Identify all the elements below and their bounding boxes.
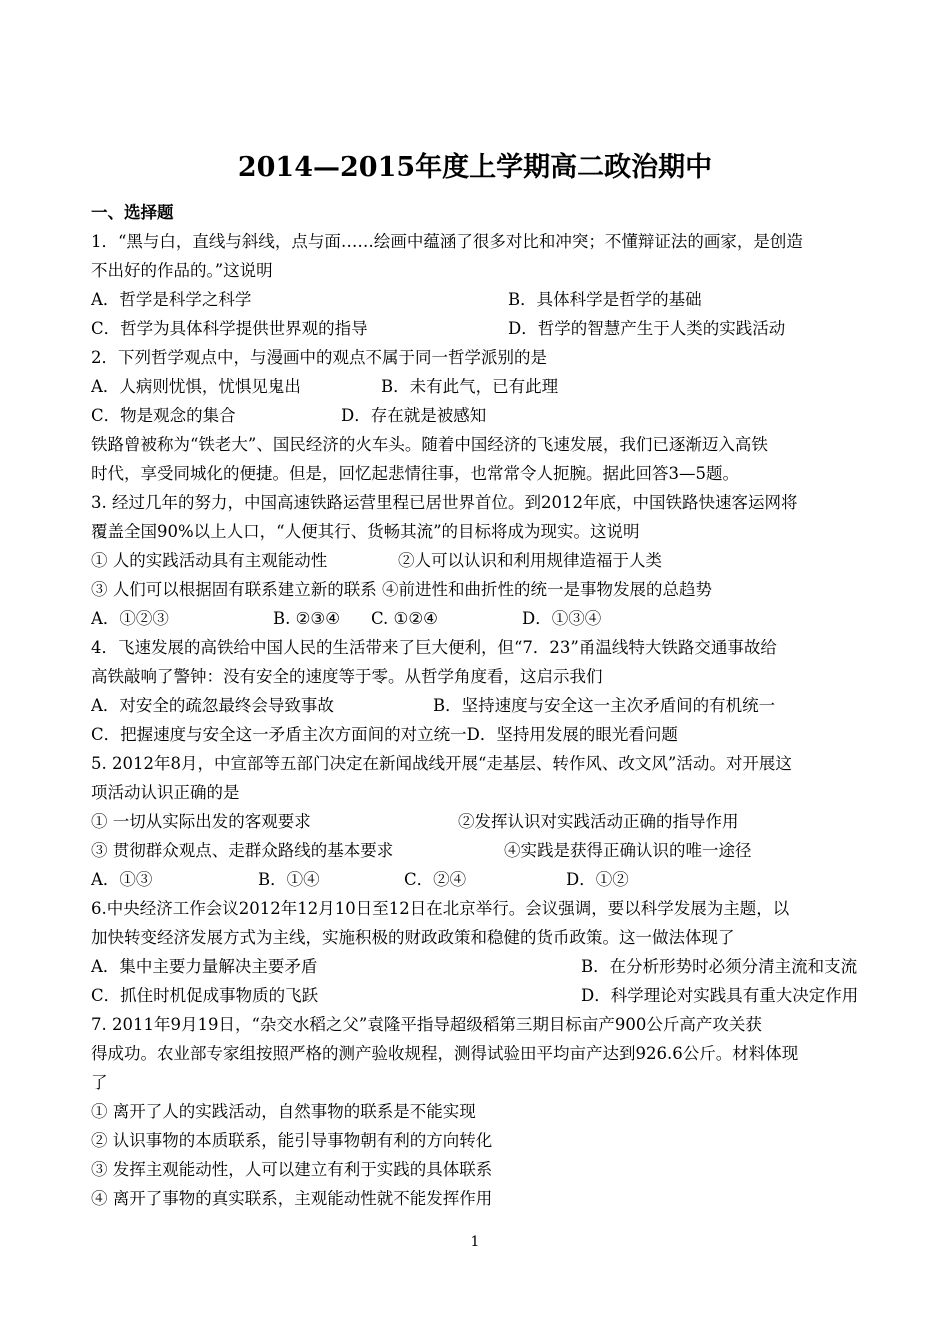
q3-stem-line-1: 3. 经过几年的努力，中国高速铁路运营里程已居世界首位。到2012年底，中国铁路快速客运网将 [91, 493, 798, 512]
passage-line-2: 时代，享受同城化的便捷。但是，回忆起悲情往事，也常常令人扼腕。据此回答3—5题。 [91, 464, 739, 483]
q4-options-row-2: C．把握速度与安全这一矛盾主次方面间的对立统一D．坚持用发展的眼光看问题 [91, 725, 678, 744]
page-number: 1 [470, 1234, 480, 1250]
q7-stem-line-2: 得成功。农业部专家组按照严格的测产验收规程，测得试验田平均亩产达到926.6公斤。材料体现 [91, 1044, 799, 1063]
q3-stem-line-2: 覆盖全国90%以上人口，“人便其行、货畅其流”的目标将成为现实。这说明 [91, 522, 640, 541]
q4-options-row-1 [91, 691, 901, 720]
q5-option-d: D．①② [566, 870, 629, 889]
q7-statement-4: ④ 离开了事物的真实联系，主观能动性就不能发挥作用 [91, 1189, 493, 1208]
q5-statement-4: ④实践是获得正确认识的唯一途径 [504, 841, 752, 860]
section-heading: 一、选择题 [91, 203, 174, 222]
q3-option-d: D．①③④ [522, 609, 602, 628]
q3-statements-row-1 [91, 546, 901, 575]
q2-options-row-2 [91, 401, 901, 430]
q1-option-a: A．哲学是科学之科学 [91, 290, 252, 309]
q5-option-c: C．②④ [404, 870, 467, 889]
q3-option-a: A．①②③ [91, 609, 169, 628]
question-content [91, 198, 901, 1213]
q5-option-a: A．①③ [91, 870, 153, 889]
passage-line-1: 铁路曾被称为“铁老大”、国民经济的火车头。随着中国经济的飞速发展，我们已逐渐迈入高铁 [91, 435, 768, 454]
q6-options-row-2 [91, 981, 901, 1010]
q1-options-row-1 [91, 285, 901, 314]
q6-option-b: B．在分析形势时必须分清主流和支流 [581, 957, 858, 976]
q3-options-row [91, 604, 901, 633]
q3-statement-2: ②人可以认识和利用规律造福于人类 [398, 551, 662, 570]
q4-stem-line-2: 高铁敲响了警钟：没有安全的速度等于零。从哲学角度看，这启示我们 [91, 667, 603, 686]
q6-stem-line-2: 加快转变经济发展方式为主线，实施积极的财政政策和稳健的货币政策。这一做法体现了 [91, 928, 735, 947]
q2-stem: 2．下列哲学观点中，与漫画中的观点不属于同一哲学派别的是 [91, 348, 547, 367]
q5-statements-row-2 [91, 836, 901, 865]
q4-option-a: A．对安全的疏忽最终会导致事故 [91, 696, 334, 715]
q2-option-d: D．存在就是被感知 [341, 406, 487, 425]
q6-option-c: C．抓住时机促成事物质的飞跃 [91, 986, 319, 1005]
document-title: 2014—2015年度上学期高二政治期中 [237, 152, 713, 183]
q7-statement-2: ② 认识事物的本质联系，能引导事物朝有利的方向转化 [91, 1131, 493, 1150]
q3-statements-row-2: ③ 人们可以根据固有联系建立新的联系 ④前进性和曲折性的统一是事物发展的总趋势 [91, 580, 712, 599]
q5-statement-2: ②发挥认识对实践活动正确的指导作用 [458, 812, 739, 831]
q2-option-b: B．未有此气，已有此理 [381, 377, 559, 396]
q5-statement-3: ③ 贯彻群众观点、走群众路线的基本要求 [91, 841, 394, 860]
q2-option-a: A．人病则忧惧，忧惧见鬼出 [91, 377, 301, 396]
q4-stem-line-1: 4．飞速发展的高铁给中国人民的生活带来了巨大便利，但“7．23”甬温线特大铁路交通事故给 [91, 638, 777, 657]
q1-stem-line-2: 不出好的作品的。”这说明 [91, 261, 273, 280]
q1-options-row-2 [91, 314, 901, 343]
q5-statement-1: ① 一切从实际出发的客观要求 [91, 812, 311, 831]
q2-options-row-1 [91, 372, 901, 401]
q6-option-d: D．科学理论对实践具有重大决定作用 [581, 986, 859, 1005]
q6-option-a: A．集中主要力量解决主要矛盾 [91, 957, 318, 976]
q7-statement-1: ① 离开了人的实践活动，自然事物的联系是不能实现 [91, 1102, 476, 1121]
q3-statement-1: ① 人的实践活动具有主观能动性 [91, 551, 328, 570]
q7-statement-3: ③ 发挥主观能动性，人可以建立有利于实践的具体联系 [91, 1160, 493, 1179]
q3-option-c: C. ①②④ [371, 609, 438, 628]
q1-option-b: B．具体科学是哲学的基础 [508, 290, 702, 309]
q5-option-b: B．①④ [258, 870, 320, 889]
q1-option-c: C．哲学为具体科学提供世界观的指导 [91, 319, 368, 338]
q7-stem-line-1: 7. 2011年9月19日，“杂交水稻之父”袁隆平指导超级稻第三期目标亩产900公斤高产攻关获 [91, 1015, 762, 1034]
q5-options-row [91, 865, 901, 894]
q5-stem-line-2: 项活动认识正确的是 [91, 783, 240, 802]
q7-stem-line-3: 了 [91, 1073, 108, 1092]
q6-stem-line-1: 6.中央经济工作会议2012年12月10日至12日在北京举行。会议强调，要以科学发展为主题，以 [91, 899, 790, 918]
q5-stem-line-1: 5. 2012年8月，中宣部等五部门决定在新闻战线开展“走基层、转作风、改文风”活动。对开展这 [91, 754, 792, 773]
q5-statements-row-1 [91, 807, 901, 836]
q1-option-d: D．哲学的智慧产生于人类的实践活动 [508, 319, 786, 338]
q1-stem-line-1: 1．“黑与白，直线与斜线，点与面……绘画中蕴涵了很多对比和冲突；不懂辩证法的画家，是创造 [91, 232, 803, 251]
q2-option-c: C．物是观念的集合 [91, 406, 236, 425]
q3-option-b: B. ②③④ [273, 609, 340, 628]
q6-options-row-1 [91, 952, 901, 981]
q4-option-b: B．坚持速度与安全这一主次矛盾间的有机统一 [433, 696, 776, 715]
